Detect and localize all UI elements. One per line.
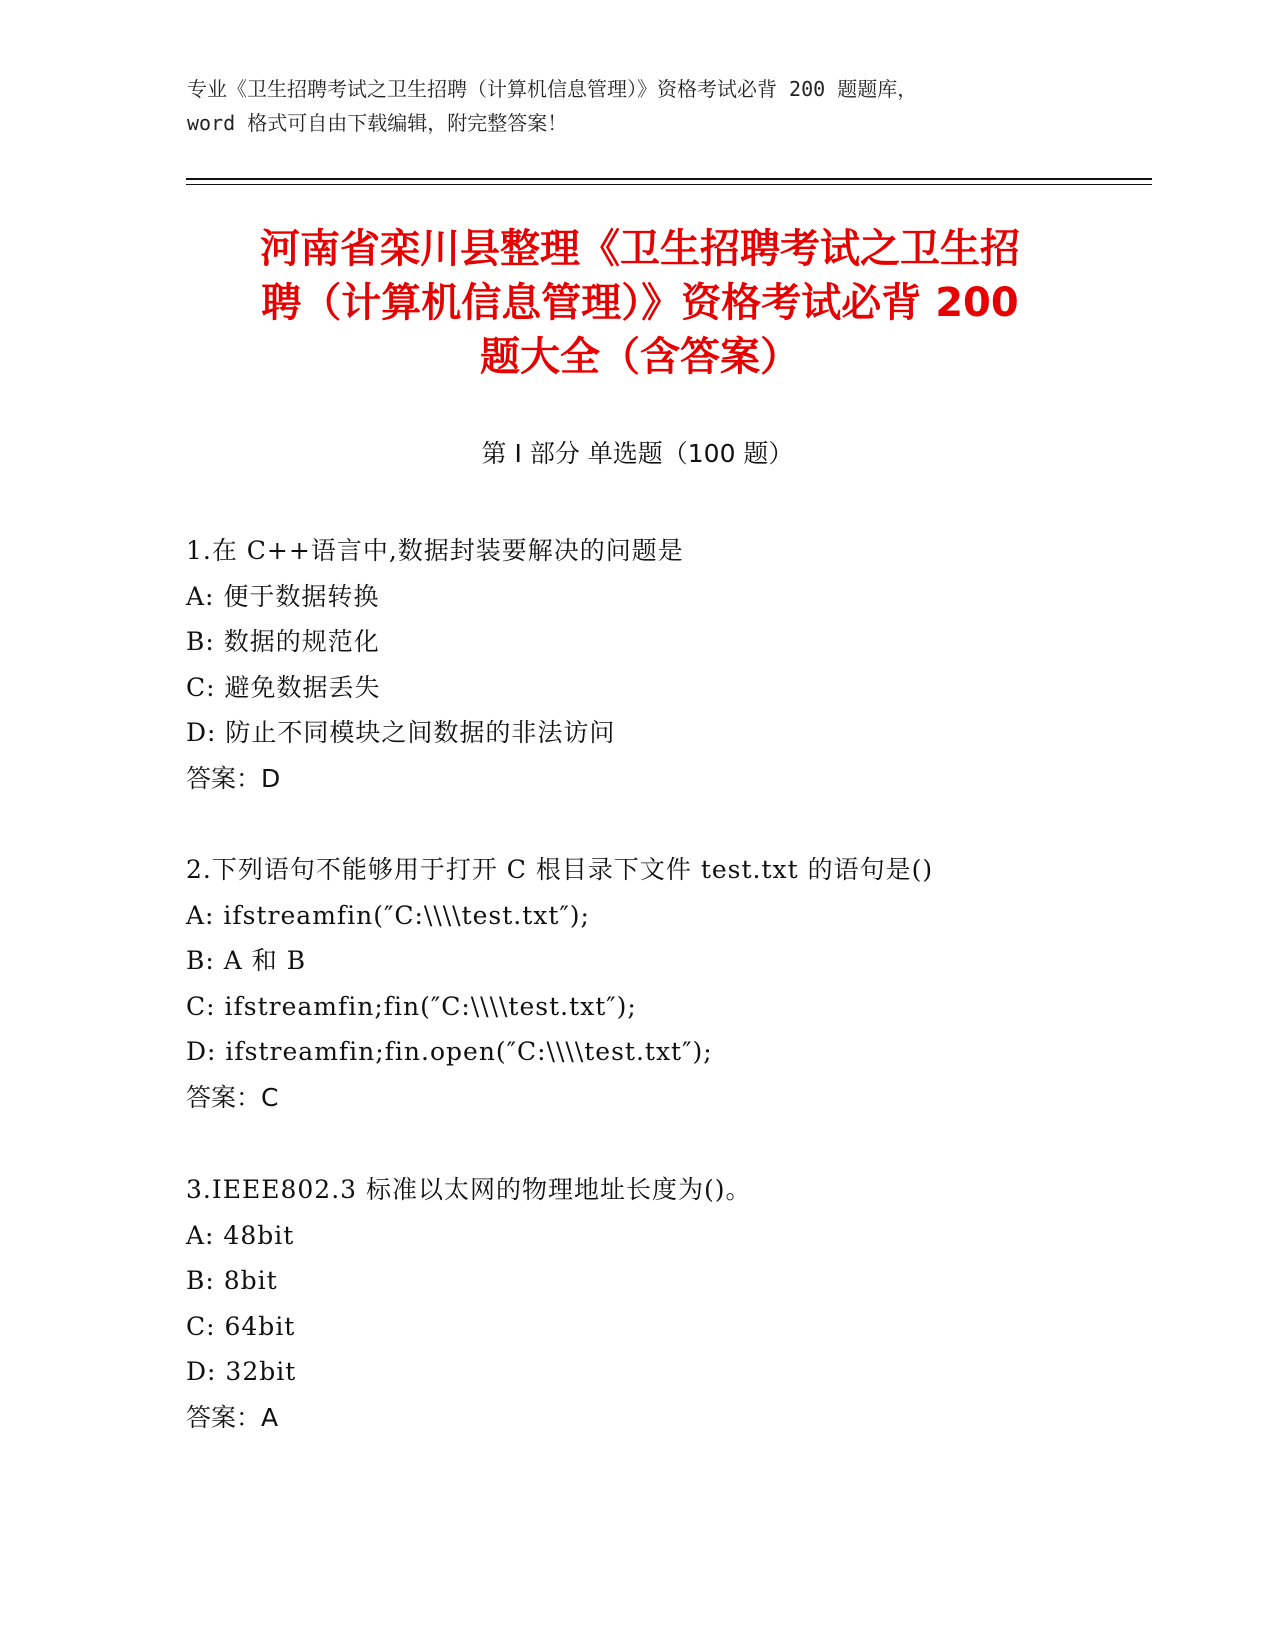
option-c: C: ifstreamfin;fin(″C:\\\\test.txt″); <box>186 991 637 1021</box>
option-c: C: 64bit <box>186 1311 296 1341</box>
question-block <box>186 1167 1166 1440</box>
option-c: C: 避免数据丢失 <box>186 672 381 702</box>
option-a: A: 48bit <box>186 1220 295 1250</box>
section-heading: 第 I 部分 单选题（100 题） <box>481 439 794 468</box>
option-d: D: 32bit <box>186 1357 297 1386</box>
header-note-line-2: word 格式可自由下载编辑，附完整答案！ <box>187 111 568 135</box>
header-divider-thick <box>186 178 1152 180</box>
question-stem: 1.在 C++语言中,数据封装要解决的问题是 <box>186 536 684 565</box>
header-note-line-1: 专业《卫生招聘考试之卫生招聘（计算机信息管理）》资格考试必背 200 题题库， <box>187 77 918 101</box>
header-divider-thin <box>186 184 1152 185</box>
option-d: D: 防止不同模块之间数据的非法访问 <box>186 718 616 747</box>
option-d: D: ifstreamfin;fin.open(″C:\\\\test.txt″); <box>186 1037 713 1066</box>
option-b: B: A 和 B <box>186 946 307 975</box>
option-b: B: 8bit <box>186 1266 278 1295</box>
option-a: A: ifstreamfin(″C:\\\\test.txt″); <box>186 900 590 930</box>
answer-line: 答案：D <box>186 763 281 793</box>
question-stem: 2.下列语句不能够用于打开 C 根目录下文件 test.txt 的语句是() <box>186 855 934 884</box>
title-line-1: 河南省栾川县整理《卫生招聘考试之卫生招 <box>260 226 1020 272</box>
document-title <box>190 222 1090 384</box>
option-a: A: 便于数据转换 <box>186 581 380 611</box>
title-line-3: 题大全（含答案） <box>480 334 800 380</box>
question-block <box>186 528 1166 801</box>
answer-line: 答案：A <box>186 1402 279 1432</box>
question-block <box>186 847 1166 1120</box>
answer-line: 答案：C <box>186 1082 279 1112</box>
title-line-2: 聘（计算机信息管理）》资格考试必背 200 <box>261 280 1019 326</box>
document-header-note <box>187 72 1087 140</box>
question-stem: 3.IEEE802.3 标准以太网的物理地址长度为()。 <box>186 1175 752 1204</box>
option-b: B: 数据的规范化 <box>186 627 380 656</box>
